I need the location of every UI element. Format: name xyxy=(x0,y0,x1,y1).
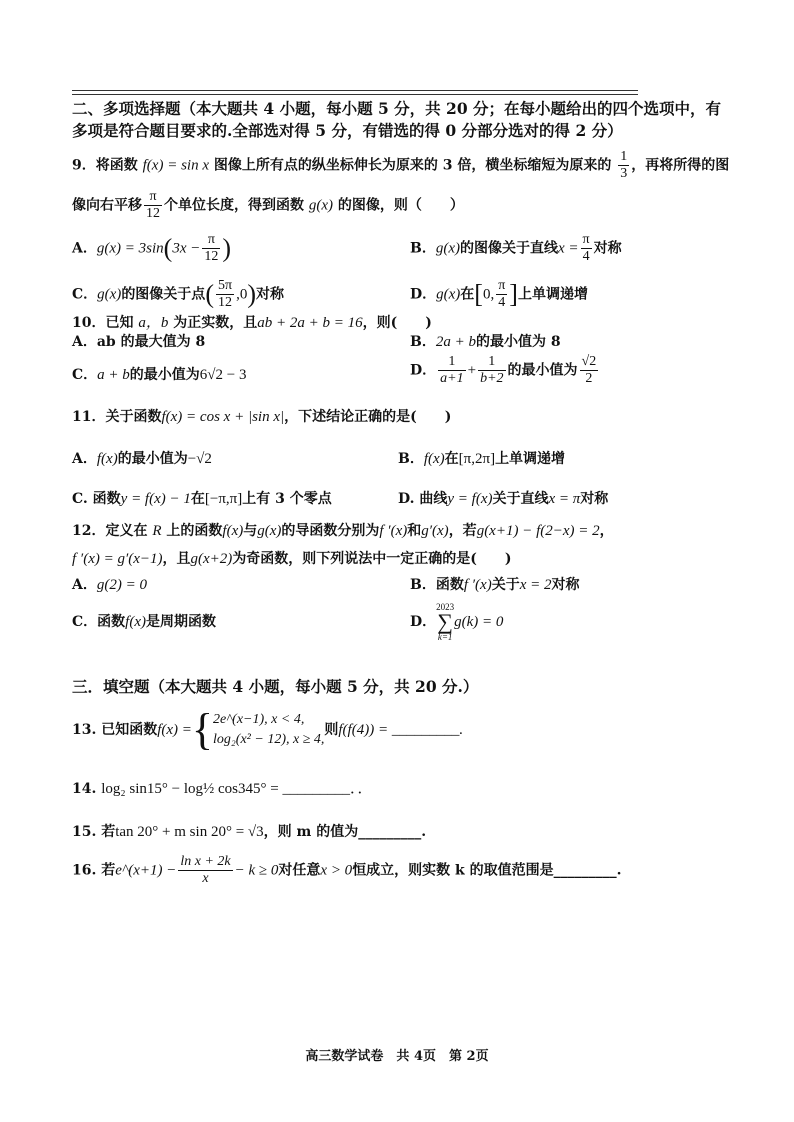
q10-stem: 10．已知 a，b 为正实数，且ab + 2a + b = 16，则( ) xyxy=(72,315,432,331)
q12-option-d: D． 2023 ∑ k=1 g(k) = 0 xyxy=(410,602,504,642)
q9-option-a: A．g(x) = 3sin(3x − $\frac{\pi}{12}$ ) xyxy=(72,232,232,264)
q13: 13. 已知函数f(x) ={ 2e^(x−1), x < 4, log₂(x² − 12), x ≥ 4, 则f(f(4)) = _________. xyxy=(72,705,464,754)
q11-option-a: A．f(x)的最小值为−√2 xyxy=(72,451,212,467)
q9-stem-line2: 像向右平移 $\frac{\pi}{12}$ 个单位长度，得到函数 g(x) 的图像，则（ ） xyxy=(72,189,464,221)
q9-option-c: C．g(x)的图像关于点( $\frac{5\pi}{12}$ ,0)对称 xyxy=(72,278,284,310)
q9-stem-line1: 9．将函数 f(x) = sin x 图像上所有点的纵坐标伸长为原来的 3 倍，横坐标缩短为原来的 $\frac{1}{3}$ ，再将所得的图 xyxy=(72,149,730,181)
q12-option-c: C．函数f(x)是周期函数 xyxy=(72,614,216,630)
q11-option-b: B．f(x)在[π,2π]上单调递增 xyxy=(398,451,566,467)
top-rule-2 xyxy=(72,94,638,95)
summation-symbol: 2023 ∑ k=1 xyxy=(436,602,455,642)
q11-stem: 11．关于函数f(x) = cos x + |sin x|，下述结论正确的是( ) xyxy=(72,409,452,425)
section2-title-line1: 二、多项选择题（本大题共 4 小题，每小题 5 分，共 20 分；在每小题给出的四个选项中，有 xyxy=(72,99,722,118)
q10-option-a: A．ab 的最大值为 8 xyxy=(72,334,206,350)
q14: 14. log₂ sin15° − log½ cos345° = _________．． xyxy=(72,781,373,797)
q9-fraction: $\frac{1}{3}$ xyxy=(620,149,628,181)
q12-option-b: B．函数f ′(x)关于x = 2对称 xyxy=(410,577,580,593)
q9-option-d: D．g(x)在[0, $\frac{\pi}{4}$ ]上单调递增 xyxy=(410,278,588,310)
q10-option-b: B．2a + b的最小值为 8 xyxy=(410,334,561,350)
q12-option-a: A．g(2) = 0 xyxy=(72,577,147,593)
top-rule xyxy=(72,90,638,91)
q9-shift-fraction: $\frac{\pi}{12}$ xyxy=(146,189,160,221)
q9-option-b: B．g(x)的图像关于直线x = $\frac{\pi}{4}$ 对称 xyxy=(410,232,622,264)
q16: 16. 若e^(x+1) − $\frac{\text{ln x + 2k}}{x}$ − k ≥ 0对任意x > 0恒成立，则实数 k 的取值范围是_________. xyxy=(72,854,622,886)
q11-option-c: C. 函数y = f(x) − 1在[−π,π]上有 3 个零点 xyxy=(72,491,332,507)
q11-option-d: D. 曲线y = f(x)关于直线x = π对称 xyxy=(398,491,609,507)
q12-stem-line2: f ′(x) = g′(x−1)，且g(x+2)为奇函数，则下列说法中一定正确的是( ) xyxy=(72,551,512,567)
q15: 15. 若tan 20° + m sin 20° = √3，则 m 的值为_________. xyxy=(72,824,427,840)
q16-fraction: $\frac{\text{ln x + 2k}}{x}$ xyxy=(180,854,231,886)
page-footer: 高三数学试卷 共 4页 第 2页 xyxy=(305,1049,489,1064)
q12-stem-line1: 12．定义在 R 上的函数f(x)与g(x)的导函数分别为f ′(x)和g′(x)，若g(x+1) − f(2−x) = 2， xyxy=(72,523,614,539)
q10-option-c: C．a + b的最小值为6√2 − 3 xyxy=(72,367,247,383)
q10-option-d: D． $\frac{1}{a+1}$ + $\frac{1}{b+2}$ 的最小值为 $\frac{√2}{2}$ xyxy=(410,354,597,386)
section3-title: 三．填空题（本大题共 4 小题，每小题 5 分，共 20 分.） xyxy=(72,677,479,696)
section2-title-line2: 多项是符合题目要求的.全部选对得 5 分，有错选的得 0 分部分选对的得 2 分） xyxy=(72,121,623,140)
